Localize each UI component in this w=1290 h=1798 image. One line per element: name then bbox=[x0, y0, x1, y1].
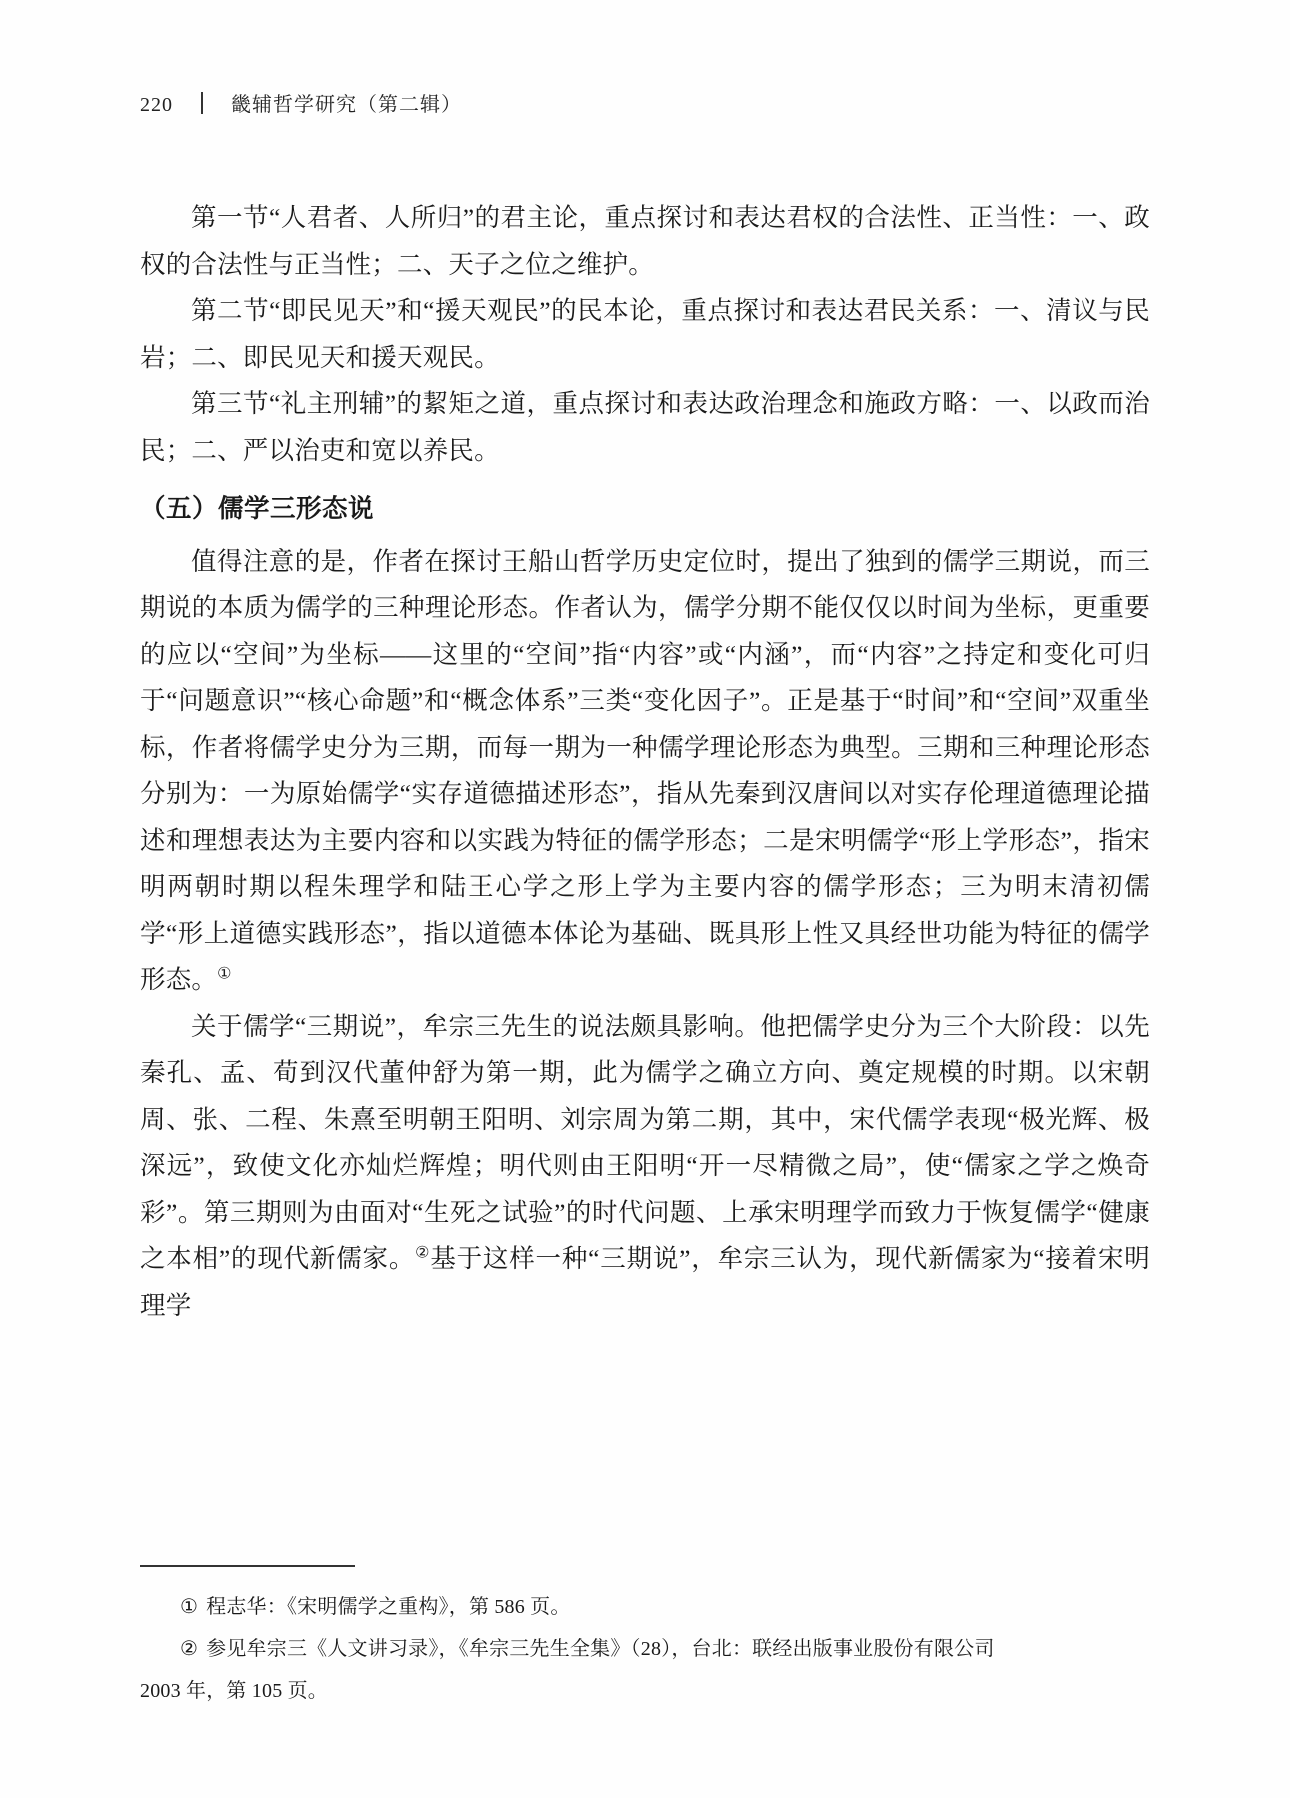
page-number: 220 bbox=[140, 94, 173, 116]
running-head bbox=[140, 88, 1150, 117]
book-title: 畿辅哲学研究（第二辑） bbox=[231, 94, 462, 116]
footnote-2 bbox=[140, 1631, 1150, 1667]
footnote-2-continuation: 2003 年，第 105 页。 bbox=[140, 1679, 328, 1702]
footnote-1 bbox=[140, 1589, 1150, 1625]
footnote-1-marker: ① bbox=[180, 1595, 199, 1618]
paragraph-5 bbox=[140, 1004, 1150, 1330]
paragraph-3: 第三节“礼主刑辅”的絜矩之道，重点探讨和表达政治理念和施政方略：一、以政而治民；二、严以治吏和宽以养民。 bbox=[140, 389, 1150, 465]
footnote-2-marker: ② bbox=[180, 1637, 199, 1660]
paragraph-4 bbox=[140, 539, 1150, 1004]
paragraph-5-text-a: 关于儒学“三期说”，牟宗三先生的说法颇具影响。他把儒学史分为三个大阶段：以先秦孔、孟、荀到汉代董仲舒为第一期，此为儒学之确立方向、奠定规模的时期。以宋朝周、张、二程、朱熹至明朝王阳明、刘宗周为第二期，其中，宋代儒学表现“极光辉、极深远”，致使文化亦灿烂辉煌；明代则由王阳明“开一尽精微之局”，使“儒家之学之焕奇彩”。第三期则为由面对“生死之试验”的时代问题、上承宋明理学而致力于恢复儒学“健康之本相”的现代新儒家。 bbox=[140, 1011, 1150, 1273]
running-head-divider bbox=[201, 92, 203, 114]
footnote-separator bbox=[140, 1565, 355, 1567]
page-content bbox=[140, 88, 1150, 1329]
paragraph-1: 第一节“人君者、人所归”的君主论，重点探讨和表达君权的合法性、正当性：一、政权的合法性与正当性；二、天子之位之维护。 bbox=[140, 203, 1150, 279]
footnote-ref-1: ① bbox=[217, 965, 232, 983]
section-subheading: （五）儒学三形态说 bbox=[140, 495, 375, 523]
paragraph-4-text: 值得注意的是，作者在探讨王船山哲学历史定位时，提出了独到的儒学三期说，而三期说的本质为儒学的三种理论形态。作者认为，儒学分期不能仅仅以时间为坐标，更重要的应以“空间”为坐标——这里的“空间”指“内容”或“内涵”，而“内容”之持定和变化可归于“问题意识”“核心命题”和“概念体系”三类“变化因子”。正是基于“时间”和“空间”双重坐标，作者将儒学史分为三期，而每一期为一种儒学理论形态为典型。三期和三种理论形态分别为：一为原始儒学“实存道德描述形态”，指从先秦到汉唐间以对实存伦理道德理论描述和理想表达为主要内容和以实践为特征的儒学形态；二是宋明儒学“形上学形态”，指宋明两朝时期以程朱理学和陆王心学之形上学为主要内容的儒学形态；三为明末清初儒学“形上道德实践形态”，指以道德本体论为基础、既具形上性又具经世功能为特征的儒学形态。 bbox=[140, 546, 1150, 994]
paragraph-2: 第二节“即民见天”和“援天观民”的民本论，重点探讨和表达君民关系：一、清议与民岩；二、即民见天和援天观民。 bbox=[140, 296, 1150, 372]
footnotes-area bbox=[140, 1565, 1150, 1715]
paragraph-5-text-b: 基于这样一种“三期说”，牟宗三认为，现代新儒家为“接着宋明理学 bbox=[140, 1244, 1150, 1320]
footnote-2-text: 参见牟宗三《人文讲习录》，《牟宗三先生全集》（28），台北：联经出版事业股份有限公司 bbox=[206, 1637, 995, 1660]
footnote-1-text: 程志华：《宋明儒学之重构》，第 586 页。 bbox=[206, 1595, 571, 1618]
footnote-ref-2: ② bbox=[415, 1244, 431, 1262]
